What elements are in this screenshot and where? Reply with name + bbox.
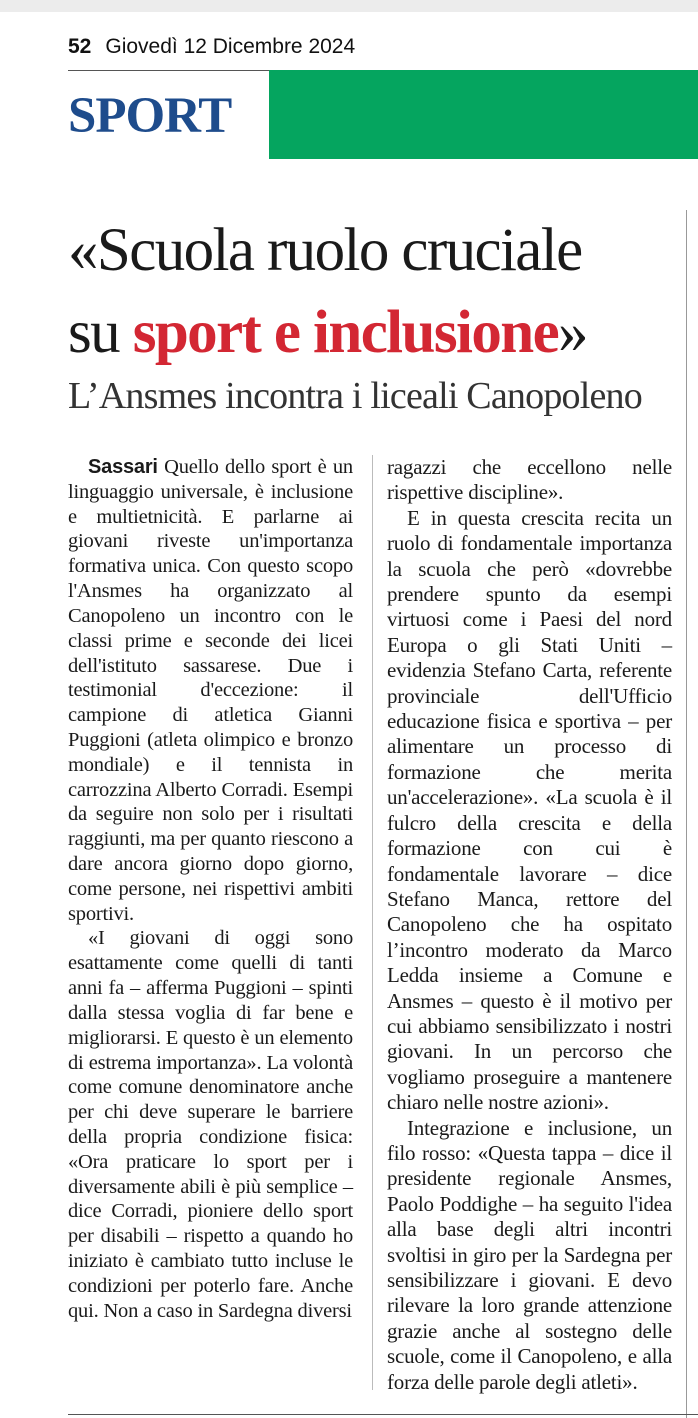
page-number: 52 (68, 35, 92, 58)
paragraph: ragazzi che eccellono nelle rispettive discipline». (387, 455, 672, 505)
headline-prefix: su (68, 299, 133, 366)
subheadline: L’Ansmes incontra i liceali Canopoleno (68, 375, 642, 417)
paragraph: «I giovani di oggi sono esattamente come quelli di tanti anni fa – afferma Puggioni – spinti dalla stessa voglia di far bene e migliorarsi. E questo è un elemento di estrema importanza». La volontà come comune denominatore anche per chi deve superare le barriere della propria condizione fisica: «Ora praticare lo sport per i diversamente abili è più semplice – dice Corradi, pioniere dello sport per disabili – rispetto a quando ho iniziato è cambiato tutto incluse le condizioni per poterlo fare. Anche qui. Non a caso in Sardegna diversi (68, 927, 353, 1322)
section-color-bar (269, 70, 698, 159)
headline (68, 210, 698, 374)
headline-line-1: «Scuola ruolo cruciale (68, 217, 582, 284)
paragraph: Integrazione e inclusione, un filo rosso: «Questa tappa – dice il presidente regionale Ansmes, Paolo Poddighe – ha seguito l'idea alla base degli altri incontri svoltisi in giro per la Sardegna per sensibilizzare i giovani. E devo rilevare la loro grande attenzione grazie anche al sostegno delle scuole, come il Canopoleno, e alla forza delle parole degli atleti». (387, 1115, 672, 1394)
top-strip (0, 0, 698, 12)
bottom-rule (68, 1414, 698, 1415)
paragraph (68, 455, 353, 926)
section-label: SPORT (68, 88, 232, 144)
issue-date: Giovedì 12 Dicembre 2024 (105, 35, 356, 58)
headline-line-2 (68, 292, 698, 374)
paragraph-text: Quello dello sport è un linguaggio universale, è inclusione e multietnicità. E parlarne ai giovani riveste un'importanza formativa unica. Con questo scopo l'Ansmes ha organizzato al Canopoleno un incontro con le classi prime e seconde dei licei dell'istituto sassarese. Due i testimonial d'eccezione: il campione di atletica Gianni Puggioni (atleta olimpico e bronzo mondiale) e il tennista in carrozzina Alberto Corradi. Esempi da seguire non solo per i risultati raggiunti, ma per quanto riescono a dare ancora giorno dopo giorno, come persone, nei rispettivi ambiti sportivi. (68, 456, 353, 925)
page-header (68, 35, 355, 59)
paragraph: E in questa crescita recita un ruolo di fondamentale importanza la scuola che però «dovrebbe prendere spunto da esempi virtuosi come i Paesi del nord Europa o gli Stati Uniti – evidenzia Stefano Carta, referente provinciale dell'Ufficio educazione fisica e sportiva – per alimentare un processo di formazione che merita un'accelerazione». «La scuola è il fulcro della crescita e della formazione con cui è fondamentale lavorare – dice Stefano Manca, rettore del Canopoleno che ha ospitato l’incontro moderato da Marco Ledda insieme a Comune e Ansmes – questo è il motivo per cui abbiamo sensibilizzato i nostri giovani. In un percorso che vogliamo proseguire a mantenere chiaro nelle nostre azioni». (387, 505, 672, 1115)
article-column-1 (68, 455, 353, 1323)
column-divider (372, 455, 373, 1390)
headline-suffix: » (558, 299, 587, 366)
page-right-rule (686, 210, 687, 1418)
article-column-2 (387, 455, 672, 1395)
dateline: Sassari (88, 456, 158, 478)
headline-accent: sport e inclusione (132, 299, 559, 366)
